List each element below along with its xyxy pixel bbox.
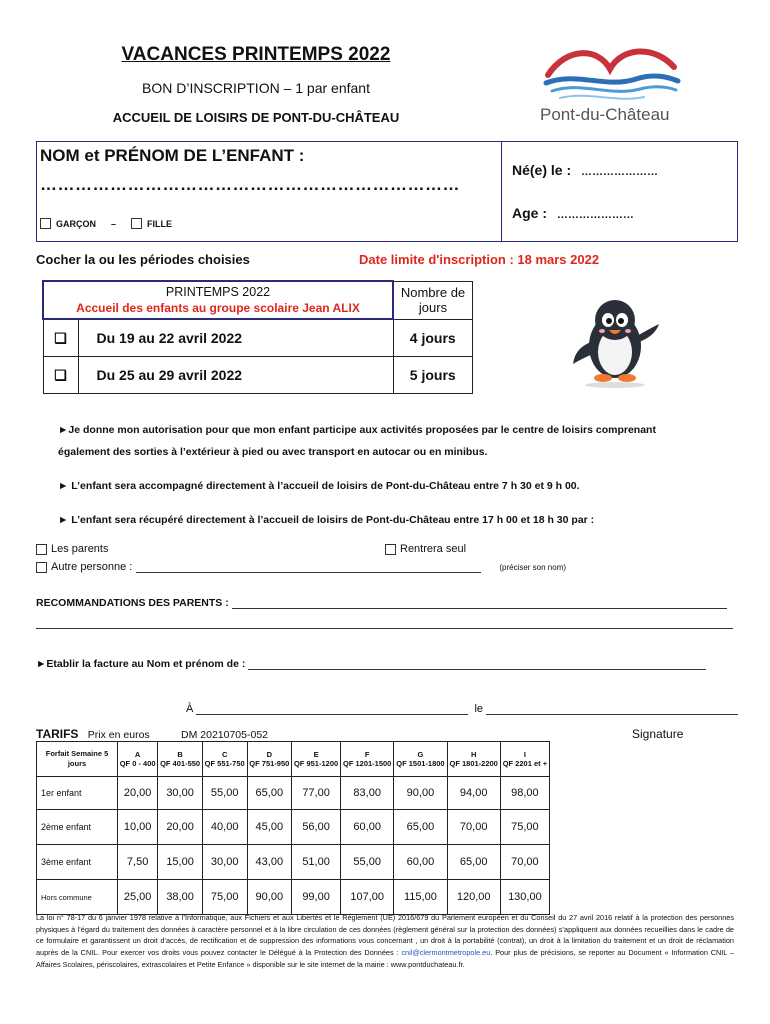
pickup-parents-option [36, 543, 108, 555]
tarif-corner: Forfait Semaine 5 jours [37, 742, 118, 777]
days-header: Nombre de jours [393, 281, 473, 319]
penguin-illustration [565, 290, 665, 390]
invoice-label: ►Etablir la facture au Nom et prénom de : [36, 658, 249, 670]
centre-name: ACCUEIL DE LOISIRS DE PONT-DU-CHÂTEAU [112, 110, 400, 125]
period-subtitle: Accueil des enfants au groupe scolaire Jean ALIX [76, 301, 360, 315]
recommendations-row [36, 597, 727, 609]
recommendations-field[interactable] [232, 598, 727, 609]
pickup-alone-option [385, 543, 466, 555]
tarif-cell: 75,00 [202, 880, 247, 915]
period-days-1: 4 jours [393, 319, 473, 357]
tarif-cell: 7,50 [118, 845, 158, 880]
date-label: le [474, 703, 484, 715]
authorisation-text-2: également des sorties à l’extérieur à pied ou avec transport en autocar ou en minibus. [58, 446, 488, 458]
child-name-label: NOM et PRÉNOM DE L’ENFANT : [40, 146, 305, 165]
tarif-cell: 130,00 [500, 880, 549, 915]
legal-text-2: . Pour plus de précisions, se reporter au Document « Information CNIL – Affaires Scolaires, périscolaires, extrascolaires et Petite Enfance » disponible sur le site internet de la mairie : www.pontduchateau.fr. [36, 948, 734, 969]
place-label: À [186, 703, 194, 715]
deadline-text: Date limite d'inscription : 18 mars 2022 [359, 252, 600, 267]
tarif-cell: 25,00 [118, 880, 158, 915]
legal-text-1: La loi n° 78-17 du 6 janvier 1978 relative à l’Informatique, aux Fichiers et aux Libertés et le Règlement (UE) 2016/679 du Parlement européen et du Conseil du 27 avril 2016 relatif à la protection des personnes physiques à l’égard du traitement des données à caractère personnel et à la libre circulation de ces données (règlement général sur la protection des données) s’appliquent aux données recueillies dans le cadre de ce formulaire et garantissent un droit d’accès, de rectification et de suppression des informations vous concernant , un droit à la portabilité (contrat), un droit à la limitation du traitement et un droit de réclamation auprès de la CNIL. Pour exercer vos droits vous pouvez contacter le Délégué à la Protection des Données : [36, 913, 734, 958]
page-title: VACANCES PRINTEMPS 2022 [121, 44, 391, 65]
recommendations-label: RECOMMANDATIONS DES PARENTS : [36, 597, 232, 609]
period-instruction: Cocher la ou les périodes choisies [36, 252, 250, 267]
tarif-row-label: 2ème enfant [37, 810, 118, 845]
tarif-row [37, 777, 550, 810]
authorisation-text-1: ►Je donne mon autorisation pour que mon enfant participe aux activités proposées par le centre de loisirs comprenant [58, 424, 656, 436]
period-table [42, 280, 473, 394]
tarif-row-label: Hors commune [37, 880, 118, 915]
invoice-name-field[interactable] [248, 659, 706, 670]
penguin-icon [565, 290, 665, 390]
parents-checkbox[interactable] [36, 544, 47, 555]
garcon-checkbox[interactable] [40, 218, 51, 229]
date-field[interactable] [486, 704, 738, 715]
tarif-cell: 70,00 [447, 810, 500, 845]
tarif-row-label: 1er enfant [37, 777, 118, 810]
tarif-cell: 65,00 [394, 810, 447, 845]
tarif-cell: 15,00 [158, 845, 203, 880]
tarif-col-b: B QF 401-550 [158, 742, 203, 777]
tarif-row [37, 845, 550, 880]
tarif-cell: 99,00 [292, 880, 341, 915]
legal-notice [36, 912, 734, 970]
tarif-col-c: C QF 551-750 [202, 742, 247, 777]
tarif-cell: 90,00 [394, 777, 447, 810]
other-person-field[interactable] [136, 562, 481, 573]
tarifs-title: TARIFS [36, 727, 79, 741]
tarif-row [37, 880, 550, 915]
tarif-col-g: G QF 1501-1800 [394, 742, 447, 777]
birthdate-field[interactable]: ………………… [581, 166, 659, 178]
town-logo [536, 45, 686, 135]
gender-separator: – [111, 218, 117, 229]
tarif-cell: 30,00 [158, 777, 203, 810]
other-person-hint: (préciser son nom) [499, 562, 567, 572]
tarif-cell: 115,00 [394, 880, 447, 915]
tarif-cell: 70,00 [500, 845, 549, 880]
tarif-col-f: F QF 1201-1500 [341, 742, 394, 777]
tarif-cell: 120,00 [447, 880, 500, 915]
period-checkbox-1[interactable]: ❑ [43, 319, 78, 357]
pickup-other-option [36, 561, 566, 573]
fille-checkbox[interactable] [131, 218, 142, 229]
tarif-table [36, 741, 550, 915]
tarif-cell: 83,00 [341, 777, 394, 810]
pickup-text: ► L’enfant sera récupéré directement à l’accueil de loisirs de Pont-du-Château entre 17 h 00 et 18 h 30 par : [58, 514, 595, 526]
logo-waves-icon [536, 45, 686, 107]
tarif-cell: 65,00 [247, 777, 292, 810]
birthdate-label: Né(e) le : [512, 162, 572, 178]
tarif-cell: 38,00 [158, 880, 203, 915]
tarif-cell: 75,00 [500, 810, 549, 845]
period-label-1: Du 19 au 22 avril 2022 [78, 319, 393, 357]
tarif-cell: 51,00 [292, 845, 341, 880]
period-checkbox-2[interactable]: ❑ [43, 357, 78, 394]
place-field[interactable] [196, 704, 468, 715]
tarif-cell: 98,00 [500, 777, 549, 810]
tarif-cell: 55,00 [202, 777, 247, 810]
signature-label: Signature [632, 727, 684, 741]
tarif-cell: 77,00 [292, 777, 341, 810]
tarif-header-row [37, 742, 550, 777]
alone-checkbox[interactable] [385, 544, 396, 555]
age-row [512, 205, 634, 221]
period-label-2: Du 25 au 29 avril 2022 [78, 357, 393, 394]
cnil-email-link[interactable]: cnil@clermontmetropole.eu [401, 948, 491, 958]
tarif-cell: 20,00 [118, 777, 158, 810]
period-days-2: 5 jours [393, 357, 473, 394]
other-person-checkbox[interactable] [36, 562, 47, 573]
fille-label: FILLE [147, 218, 173, 229]
tarif-row-label: 3ème enfant [37, 845, 118, 880]
recommendations-field-line-2[interactable] [36, 620, 733, 629]
logo-text: Pont-du-Château [540, 105, 670, 124]
tarif-cell: 45,00 [247, 810, 292, 845]
other-person-label: Autre personne : [51, 561, 133, 573]
tarif-cell: 107,00 [341, 880, 394, 915]
tarif-cell: 40,00 [202, 810, 247, 845]
page-subtitle: BON D’INSCRIPTION – 1 par enfant [142, 80, 370, 96]
tarif-cell: 60,00 [394, 845, 447, 880]
tarif-cell: 60,00 [341, 810, 394, 845]
tarif-cell: 56,00 [292, 810, 341, 845]
tarif-col-h: H QF 1801-2200 [447, 742, 500, 777]
alone-label: Rentrera seul [400, 543, 467, 555]
invoice-row [36, 658, 706, 670]
tarif-cell: 94,00 [447, 777, 500, 810]
tarif-col-d: D QF 751-950 [247, 742, 292, 777]
period-title: PRINTEMPS 2022 [165, 285, 271, 299]
tarif-col-e: E QF 951-1200 [292, 742, 341, 777]
tarif-cell: 30,00 [202, 845, 247, 880]
tarif-cell: 10,00 [118, 810, 158, 845]
period-table-header [43, 281, 393, 319]
tarif-cell: 43,00 [247, 845, 292, 880]
tarif-cell: 55,00 [341, 845, 394, 880]
place-date-row [186, 703, 738, 715]
tarif-cell: 65,00 [447, 845, 500, 880]
tarifs-unit: Prix en euros [87, 729, 150, 741]
period-row [43, 357, 473, 394]
tarifs-reference: DM 20210705-052 [181, 729, 268, 741]
parents-label: Les parents [51, 543, 109, 555]
birthdate-row [512, 162, 658, 178]
child-name-field[interactable]: ……………………………………………………………… [40, 175, 460, 194]
garcon-label: GARÇON [56, 218, 96, 229]
tarif-col-i: I QF 2201 et + [500, 742, 549, 777]
tarif-row [37, 810, 550, 845]
tarif-col-a: A QF 0 - 400 [118, 742, 158, 777]
age-field[interactable]: ………………… [556, 209, 634, 221]
tarif-cell: 20,00 [158, 810, 203, 845]
accompaniment-text: ► L’enfant sera accompagné directement à l’accueil de loisirs de Pont-du-Château entre 7 h 30 et 9 h 00. [58, 480, 580, 492]
gender-options [40, 218, 172, 229]
tarifs-header [36, 727, 268, 741]
tarif-cell: 90,00 [247, 880, 292, 915]
period-row [43, 319, 473, 357]
age-label: Age : [512, 205, 547, 221]
